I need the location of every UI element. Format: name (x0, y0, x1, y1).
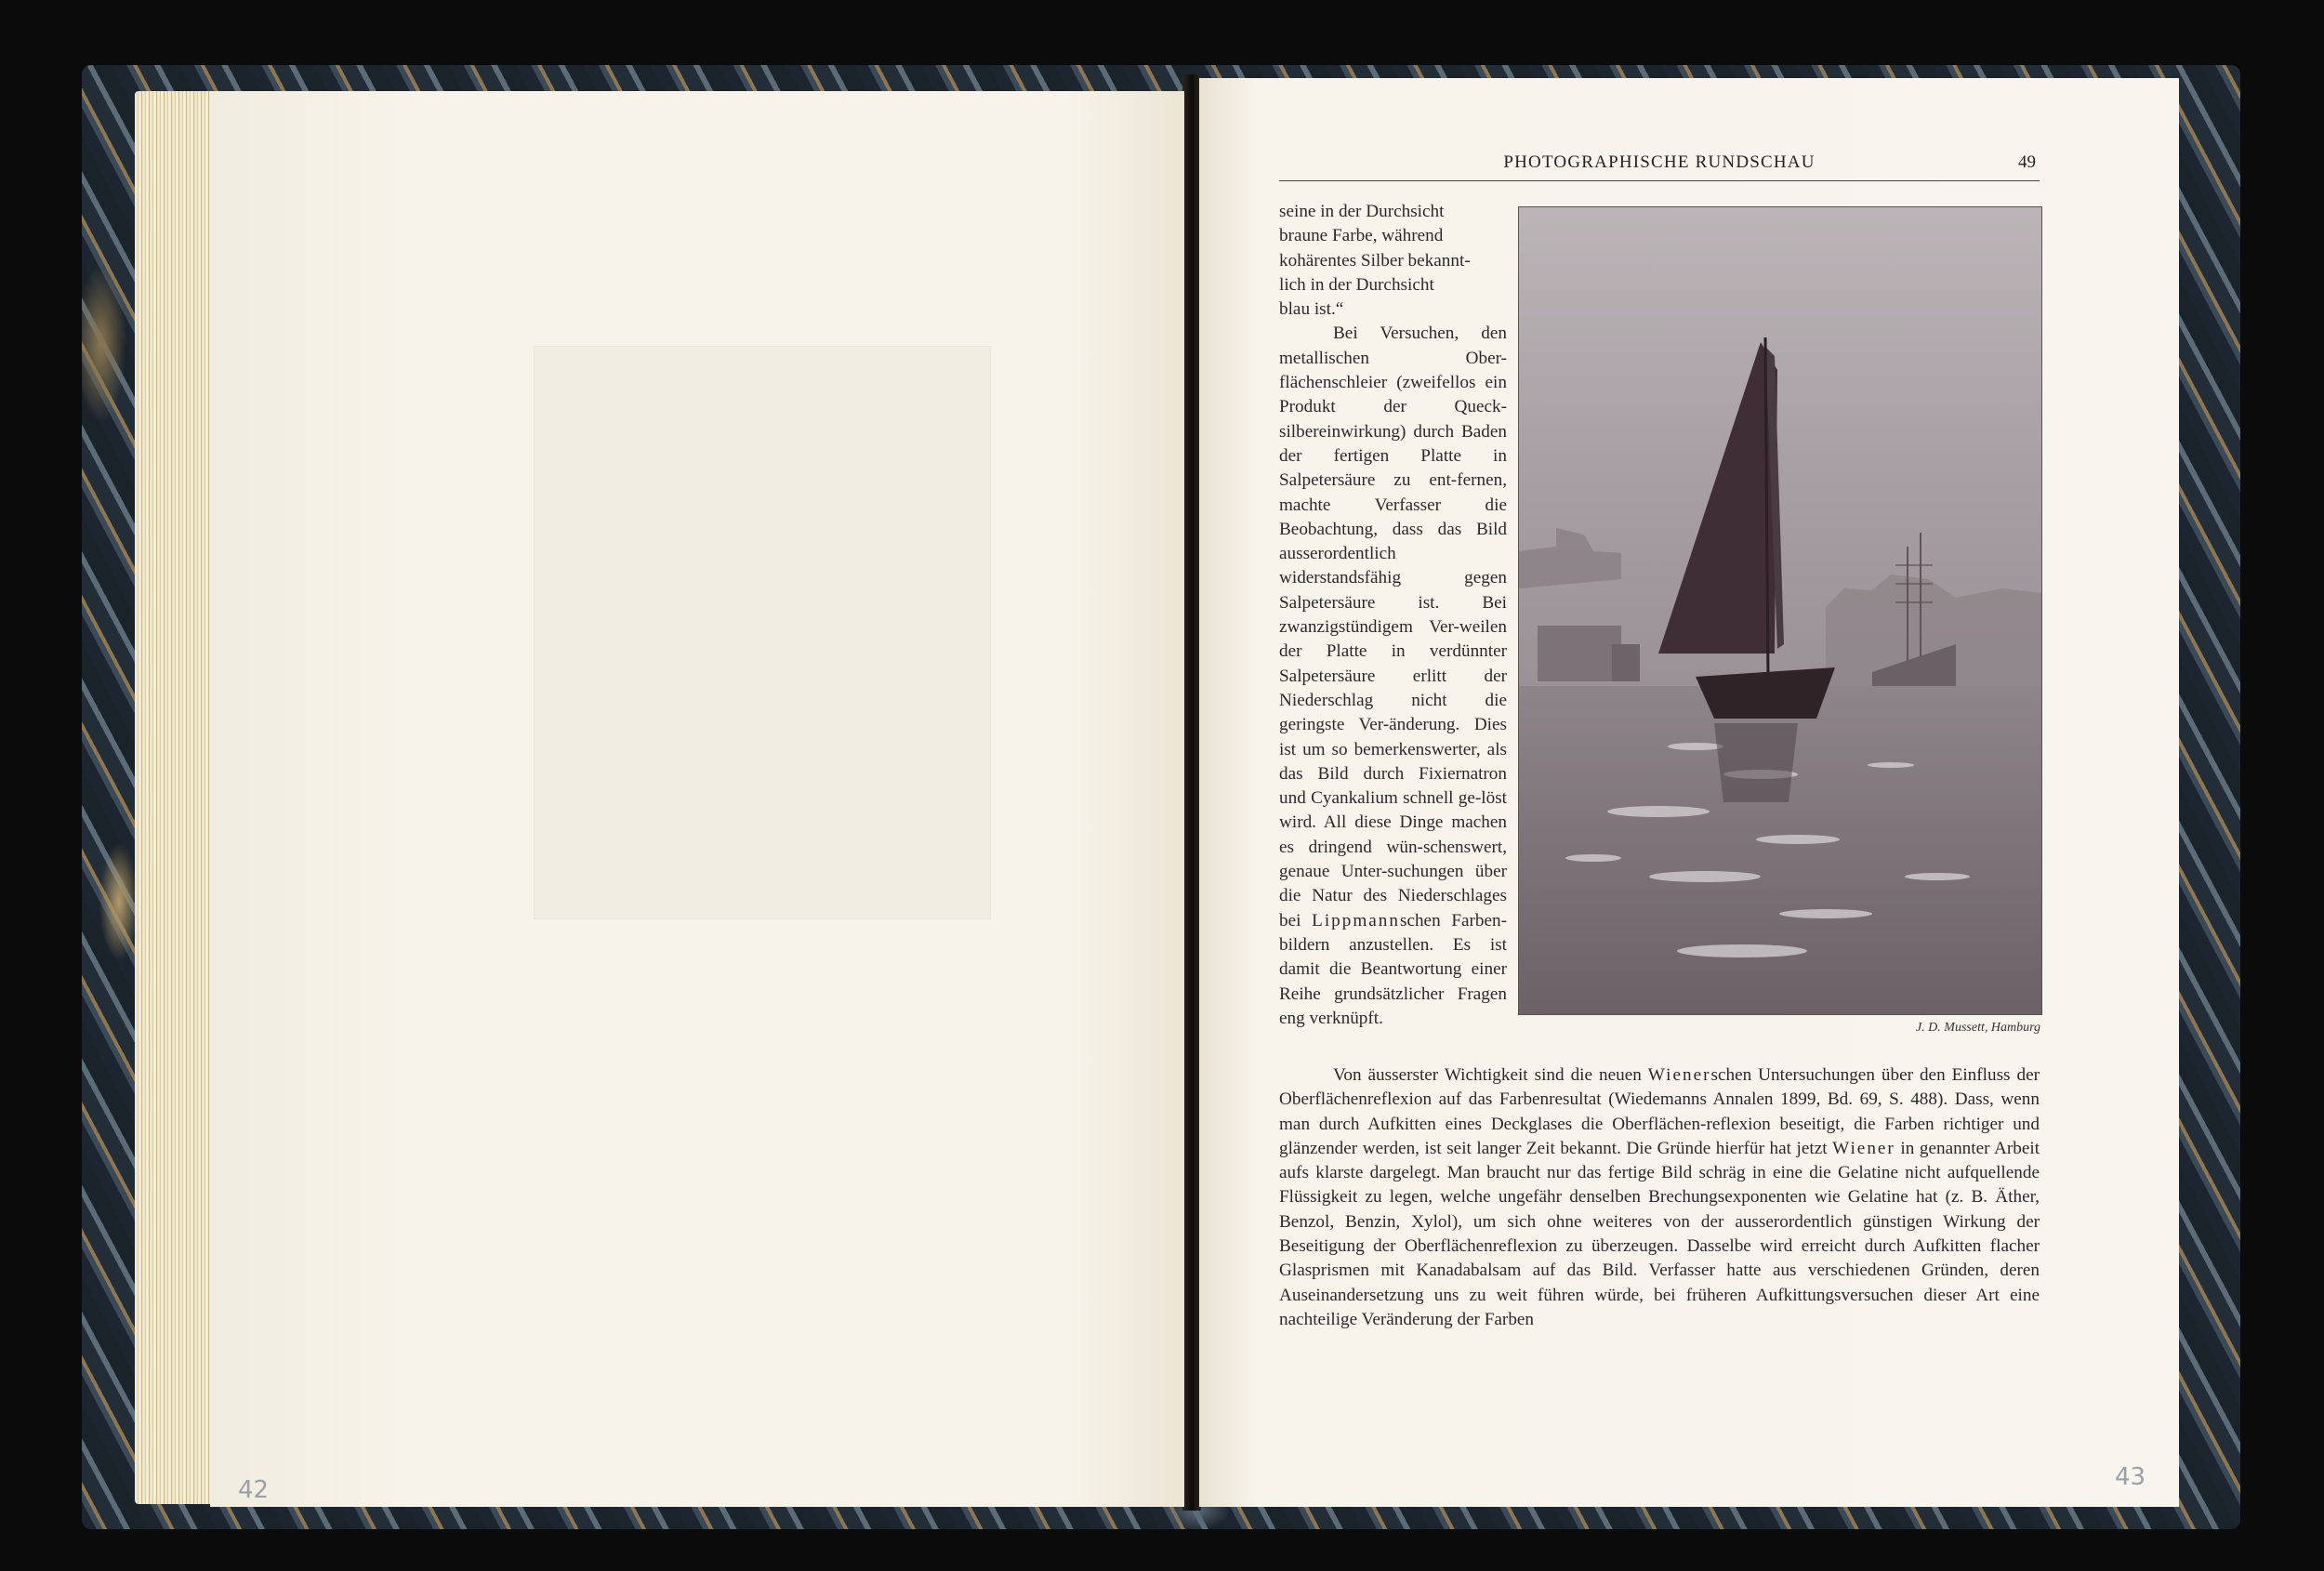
column-line: blau ist.“ (1279, 299, 1344, 320)
body-part-3: in genannter Arbeit aufs klarste dargelegt. Man braucht nur das fertige Bild schräg in eine die Gelatine nicht aufquellende Flüssigkeit zu legen, welche ungefähr denselben Brechungsexponenten wie Gelatine hat (z. B. Äther, Benzol, Benzin, Xylol), um sich ohne weiteres von der ausserordentlich günstigen Wirkung der Beseitigung der Oberflächenreflexion zu überzeugen. Dasselbe wird erreicht durch Aufkitten flacher Glasprismen mit Kanadabalsam auf das Bild. Verfasser hatte aus verschiedenen Gründen, deren Auseinandersetzung uns zu weit führen würde, bei früheren Aufkittungsversuchen dieser Art eine nachteilige Veränderung der Farben (1279, 1138, 2040, 1329)
body-part-2: schen Untersuchungen über den Einfluss der Oberflächenreflexion auf das Farbenresultat (Wiedemanns Annalen 1899, Bd. 69, S. 488). Dass, wenn man durch Aufkitten eines Deckglases die Oberflächen-reflexion beseitigt, die Farben richtiger und glänzender werden, ist seit langer Zeit bekannt. Die Gründe hierfür hat jetzt (1279, 1065, 2040, 1158)
page-number: 49 (2018, 152, 2036, 172)
column-line: braune Farbe, während (1279, 226, 1444, 246)
column-line: lich in der Durchsicht (1279, 274, 1434, 295)
photo-caption: J. D. Mussett, Hamburg (1915, 1021, 2040, 1035)
running-head-title: PHOTOGRAPHISCHE RUNDSCHAU (1503, 152, 1816, 172)
column-line: seine in der Durchsicht (1279, 202, 1445, 221)
body-paragraph (1279, 1063, 2040, 1332)
spaced-name-wiener: Wiener (1647, 1065, 1711, 1085)
pencil-page-mark-left: 42 (238, 1476, 270, 1504)
book-gutter (1182, 74, 1201, 1511)
spaced-name-wiener: Wiener (1832, 1138, 1895, 1158)
page-stack-edge (135, 91, 214, 1504)
running-head (1279, 152, 2040, 181)
column-paragraph-text: Bei Versuchen, den metallischen Ober-flächenschleier (zweifellos ein Produkt der Queck-silbereinwirkung) durch Baden der fertigen Platte in Salpetersäure zu ent-fernen, machte Verfasser die Beobachtung, dass das Bild ausserordentlich widerstandsfähig gegen Salpetersäure ist. Bei zwanzigstündigem Ver-weilen der Platte in verdünnter Salpetersäure erlitt der Niederschlag nicht die geringste Ver-änderung. Dies ist um so bemerkenswerter, als das Bild durch Fixiernatron und Cyankalium schnell ge-löst wird. All diese Dinge machen es dringend wün-schenswert, genaue Unter-suchungen über die Natur des Niederschlages bei (1279, 323, 1507, 931)
spaced-name-lippmann: Lippmann (1312, 910, 1400, 931)
left-page (210, 91, 1184, 1507)
narrow-text-column (1279, 200, 1507, 1031)
sailboat-photograph (1518, 206, 2042, 1015)
column-paragraph (1279, 322, 1507, 1031)
tissue-guard-ghost-plate (534, 346, 991, 919)
column-paragraph-tail: schen Farben-bildern anzustellen. Es ist damit die Beantwortung einer Reihe grundsätzlicher Fragen eng verknüpft. (1279, 910, 1507, 1028)
column-line: kohärentes Silber bekannt- (1279, 250, 1471, 271)
right-page (1199, 78, 2179, 1507)
sailboat-harbor-image (1519, 207, 2041, 1014)
pencil-page-mark-right: 43 (2115, 1463, 2146, 1491)
body-text (1279, 1063, 2040, 1332)
body-lead: Von äusserster Wichtigkeit sind die neuen (1333, 1065, 1642, 1085)
